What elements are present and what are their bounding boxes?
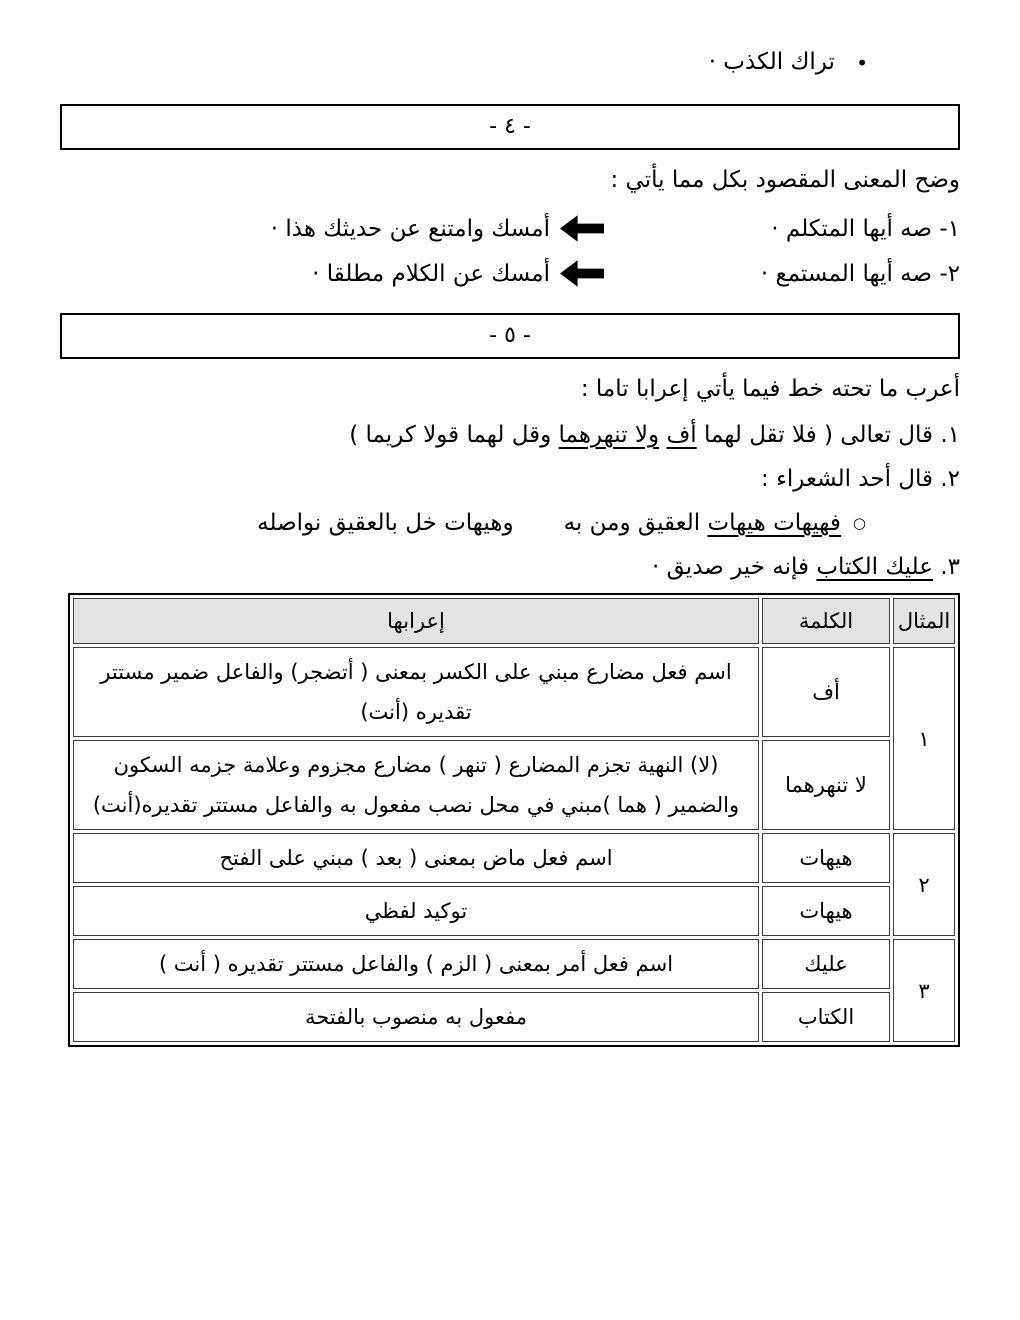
left-arrow-icon (560, 215, 604, 242)
q5-item-1 (60, 413, 960, 457)
parsing-cell: توكيد لفظي (73, 886, 759, 936)
example-number-3: ٣ (893, 939, 955, 1042)
word-cell: هيهات (762, 886, 890, 936)
poem-hemistich-1 (564, 501, 841, 545)
parsing-cell: مفعول به منصوب بالفتحة (73, 992, 759, 1042)
section-5-box (60, 313, 960, 359)
q5-poem-line (60, 501, 960, 545)
poem-hemistich-1-rest: العقيق ومن به (563, 510, 708, 536)
parsing-cell: اسم فعل مضارع مبني على الكسر بمعنى ( أتضجر) والفاعل ضمير مستتر تقديره (أنت) (73, 647, 759, 737)
q5-item3-pre: ٣. (933, 554, 960, 580)
q5-item1-underline-2: ولا تنهرهما (558, 422, 660, 448)
word-cell: هيهات (762, 833, 890, 883)
section-4-label: - ٤ - (489, 114, 531, 139)
q4-question-2: ٢- صه أيها المستمع · (760, 260, 960, 287)
header-word: الكلمة (762, 598, 890, 644)
q4-answer-1: أمسك وامتنع عن حديثك هذا · (270, 215, 550, 242)
top-bullet-line (60, 44, 960, 80)
parsing-table (68, 593, 960, 1047)
parsing-cell: اسم فعل ماض بمعنى ( بعد ) مبني على الفتح (73, 833, 759, 883)
example-number-2: ٢ (893, 833, 955, 936)
top-bullet-text: تراك الكذب · (708, 49, 835, 75)
parsing-cell: (لا) النهية تجزم المضارع ( تنهر ) مضارع مجزوم وعلامة جزمه السكون والضمير ( هما )مبني في محل نصب مفعول به والفاعل مستتر تقديره(أنت) (73, 740, 759, 830)
q5-item1-post: وقل لهما قولا كريما ) (349, 422, 559, 448)
circle-bullet-icon: ○ (852, 514, 866, 532)
q4-pair-2 (60, 251, 960, 296)
q4-question-1: ١- صه أيها المتكلم · (771, 215, 960, 242)
q4-pair-1 (60, 206, 960, 251)
q5-item-3 (60, 545, 960, 589)
word-cell: أف (762, 647, 890, 737)
q5-item3-underline: عليك الكتاب (816, 554, 934, 580)
table-row (73, 992, 955, 1042)
q5-item1-pre: ١. قال تعالى ( فلا تقل لهما (696, 422, 960, 448)
q4-prompt: وضح المعنى المقصود بكل مما يأتي : (610, 167, 960, 193)
section-4-box (60, 104, 960, 150)
parsing-cell: اسم فعل أمر بمعنى ( الزم ) والفاعل مستتر تقديره ( أنت ) (73, 939, 759, 989)
header-parsing: إعرابها (73, 598, 759, 644)
left-arrow-icon (560, 260, 604, 287)
q5-item1-underline-1: أف (666, 422, 697, 448)
table-row (73, 939, 955, 989)
header-example: المثال (893, 598, 955, 644)
q5-item-2: ٢. قال أحد الشعراء : (761, 466, 960, 492)
word-cell: عليك (762, 939, 890, 989)
q4-answer-2: أمسك عن الكلام مطلقا · (312, 260, 550, 287)
q5-item3-post: فإنه خير صديق · (652, 554, 817, 580)
table-row (73, 886, 955, 936)
table-row (73, 647, 955, 737)
bullet-icon: • (856, 50, 868, 75)
table-row (73, 740, 955, 830)
word-cell: لا تنهرهما (762, 740, 890, 830)
example-number-1: ١ (893, 647, 955, 830)
section-5-label: - ٥ - (489, 323, 531, 348)
q5-prompt: أعرب ما تحته خط فيما يأتي إعرابا تاما : (580, 376, 960, 402)
poem-hemistich-2: وهيهات خل بالعقيق نواصله (257, 510, 514, 536)
table-row (73, 833, 955, 883)
word-cell: الكتاب (762, 992, 890, 1042)
table-header-row (73, 598, 955, 644)
poem-underline: فهيهات هيهات (707, 510, 841, 536)
